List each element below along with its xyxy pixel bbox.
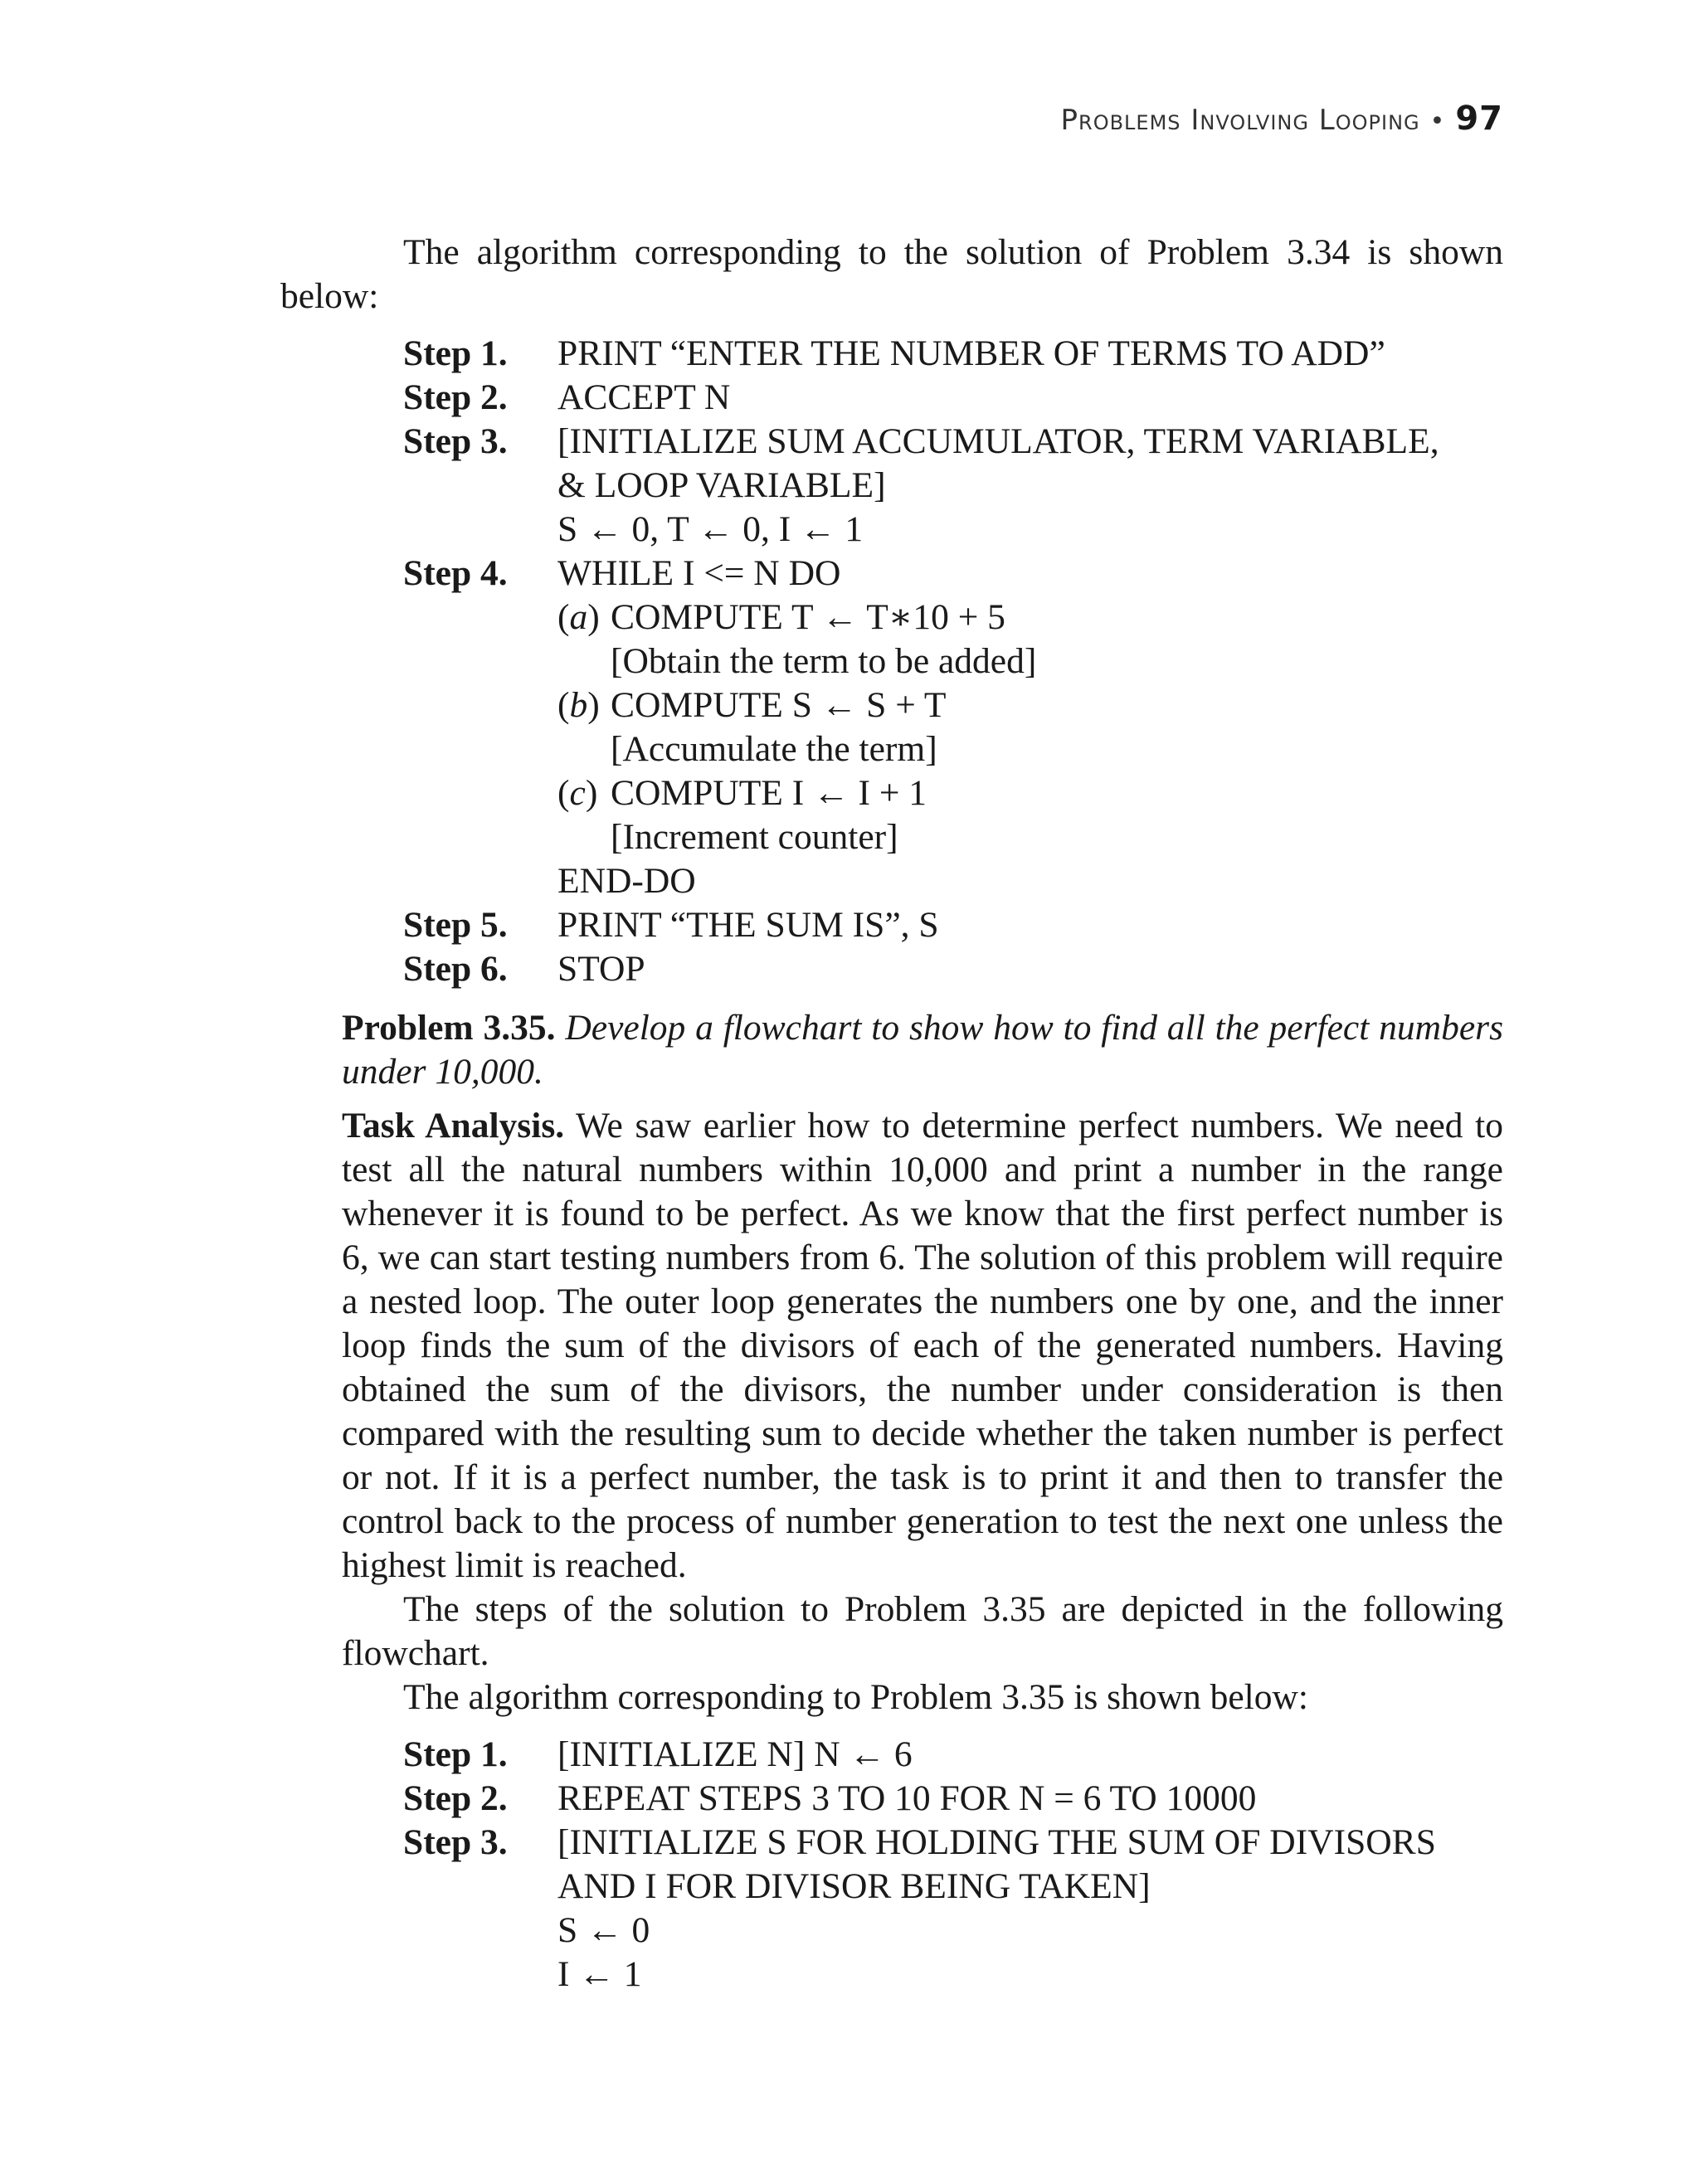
step-label: Step 3. — [403, 1822, 508, 1862]
step-text — [557, 332, 1503, 376]
step-label: Step 2. — [403, 377, 508, 417]
step-text — [557, 376, 1503, 420]
task-text: We saw earlier how to determine perfect numbers. We need to test all the natural numbers within 10,000 and print a number in the range whenever it is found to be perfect. As we know that the first perfect number is 6, we can start testing numbers from 6. The solution of this problem will require a nested loop. The outer loop generates the numbers one by one, and the inner loop finds the sum of the divisors of each of the generated numbers. Having obtained the sum of the divisors, the number under consideration is then compared with the resulting sum to decide whether the taken number is perfect or not. If it is a perfect number, the task is to print it and then to transfer the control back to the process of number generation to test the next one unless the highest limit is reached. — [342, 1106, 1503, 1585]
header-title: Problems Involving Looping — [1060, 104, 1420, 137]
sub-step-text: COMPUTE T ← T∗10 + 5 — [611, 597, 1005, 637]
task-label: Task Analysis. — [342, 1106, 565, 1146]
step-line: [INITIALIZE SUM ACCUMULATOR, TERM VARIABLE, — [557, 421, 1439, 461]
step-item — [403, 1733, 1503, 1777]
intro-line-2: below: — [280, 276, 379, 316]
intro-paragraph — [280, 231, 1503, 319]
intro-line-1: The algorithm corresponding to the solution of Problem 3.34 is shown — [403, 232, 1503, 272]
step-item — [403, 1777, 1503, 1821]
sub-step-note: [Increment counter] — [611, 817, 898, 857]
step-text — [557, 1733, 1503, 1777]
step-label: Step 5. — [403, 905, 508, 945]
step-line: AND I FOR DIVISOR BEING TAKEN] — [557, 1866, 1151, 1906]
problem-text: Develop a flowchart to show how to find all the perfect numbers under 10,000. — [342, 1008, 1503, 1092]
step-item — [403, 376, 1503, 420]
step-line: END-DO — [557, 861, 696, 901]
algorithm-intro-paragraph: The algorithm corresponding to Problem 3.35 is shown below: — [403, 1677, 1308, 1717]
sub-step — [557, 683, 1503, 727]
sub-step-letter: (b) — [557, 685, 600, 725]
sub-step-note: [Accumulate the term] — [611, 729, 937, 769]
sub-step-letter: (a) — [557, 597, 600, 637]
page-number: 97 — [1455, 100, 1503, 138]
sub-step — [557, 771, 1503, 815]
sub-step-text: COMPUTE I ← I + 1 — [611, 773, 927, 813]
step-line: ACCEPT N — [557, 377, 731, 417]
step-line: S ← 0, T ← 0, I ← 1 — [557, 509, 864, 549]
step-line: & LOOP VARIABLE] — [557, 465, 886, 505]
step-line: REPEAT STEPS 3 TO 10 FOR N = 6 TO 10000 — [557, 1778, 1257, 1818]
step-text — [557, 903, 1503, 947]
step-item — [403, 332, 1503, 376]
running-header — [1061, 100, 1503, 138]
step-item — [403, 420, 1503, 552]
algorithm-3-34 — [403, 332, 1503, 991]
step-label: Step 1. — [403, 333, 508, 373]
step-line: I ← 1 — [557, 1954, 642, 1994]
step-line: PRINT “THE SUM IS”, S — [557, 905, 939, 945]
page-body — [280, 231, 1503, 2011]
step-line: PRINT “ENTER THE NUMBER OF TERMS TO ADD” — [557, 333, 1385, 373]
step-line: S ← 0 — [557, 1910, 650, 1950]
step-text — [557, 1821, 1503, 1997]
step-text — [557, 1777, 1503, 1821]
step-line: STOP — [557, 949, 645, 989]
step-label: Step 2. — [403, 1778, 508, 1818]
step-line: [INITIALIZE S FOR HOLDING THE SUM OF DIVISORS — [557, 1822, 1436, 1862]
task-analysis — [342, 1104, 1503, 1588]
step-item — [403, 947, 1503, 991]
step-item — [403, 1821, 1503, 1997]
step-item — [403, 903, 1503, 947]
step-line: WHILE I <= N DO — [557, 553, 841, 593]
flowchart-paragraph: The steps of the solution to Problem 3.35 are depicted in the following flowchart. — [342, 1589, 1503, 1673]
step-label: Step 6. — [403, 949, 508, 989]
step-line: [INITIALIZE N] N ← 6 — [557, 1734, 913, 1774]
sub-step-letter: (c) — [557, 773, 598, 813]
header-separator: • — [1429, 107, 1446, 136]
step-text — [557, 947, 1503, 991]
sub-step — [557, 596, 1503, 640]
problem-label: Problem 3.35. — [342, 1008, 556, 1048]
step-label: Step 3. — [403, 421, 508, 461]
step-text — [557, 420, 1503, 552]
sub-step-text: COMPUTE S ← S + T — [611, 685, 947, 725]
step-label: Step 1. — [403, 1734, 508, 1774]
problem-statement — [342, 1006, 1503, 1094]
algorithm-3-35 — [403, 1733, 1503, 1997]
step-item — [403, 552, 1503, 903]
step-label: Step 4. — [403, 553, 508, 593]
sub-step-note: [Obtain the term to be added] — [611, 641, 1037, 681]
step-text — [557, 552, 1503, 903]
